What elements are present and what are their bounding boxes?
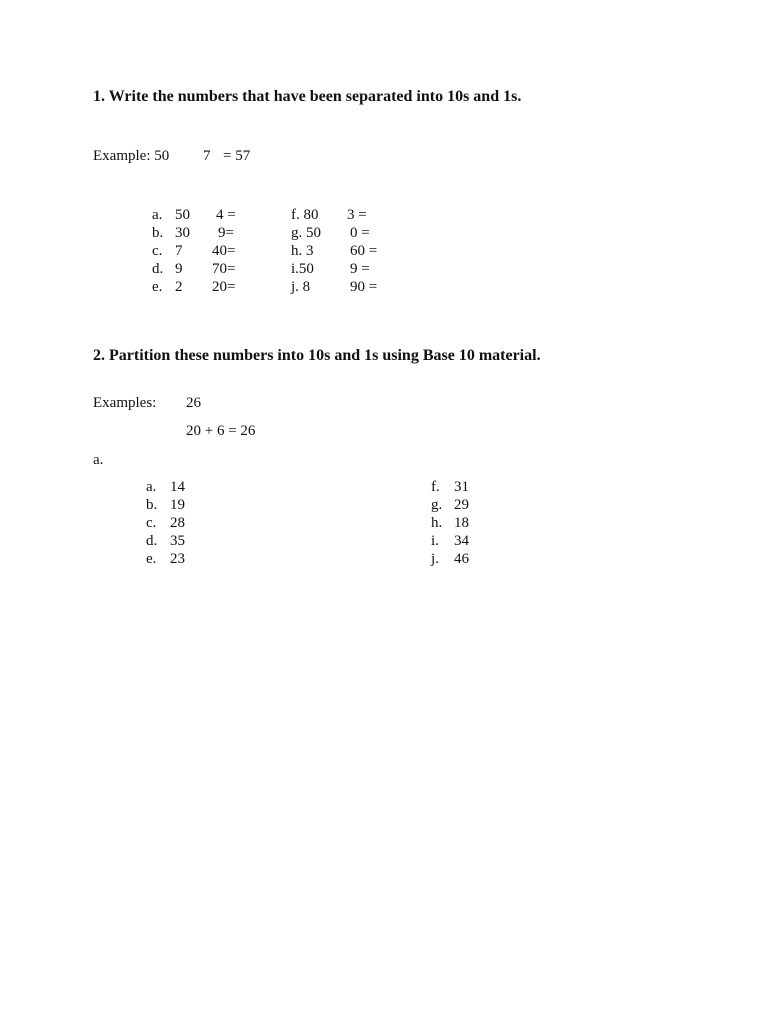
item-letter: e. bbox=[146, 551, 157, 567]
item-ones: 0 = bbox=[350, 225, 370, 241]
item-ones: 20= bbox=[212, 279, 236, 295]
item-ones: 90 = bbox=[350, 279, 378, 295]
item-letter: j. bbox=[431, 551, 439, 567]
item-ones: 70= bbox=[212, 261, 236, 277]
item-value: 28 bbox=[170, 515, 185, 531]
item-lead: g. 50 bbox=[291, 225, 321, 241]
item-lead: h. 3 bbox=[291, 243, 314, 259]
q1-example-ones: 7 bbox=[203, 148, 211, 164]
item-letter: a. bbox=[146, 479, 157, 495]
item-lead: i.50 bbox=[291, 261, 314, 277]
item-letter: a. bbox=[152, 207, 163, 223]
item-ones: 40= bbox=[212, 243, 236, 259]
item-ones: 4 = bbox=[216, 207, 236, 223]
item-value: 31 bbox=[454, 479, 469, 495]
question-2-title: 2. Partition these numbers into 10s and 1s using Base 10 material. bbox=[93, 347, 541, 364]
item-lead: f. 80 bbox=[291, 207, 319, 223]
item-tens: 9 bbox=[175, 261, 183, 277]
q2-example-equation: 20 + 6 = 26 bbox=[186, 423, 256, 439]
item-tens: 50 bbox=[175, 207, 190, 223]
item-tens: 30 bbox=[175, 225, 190, 241]
item-value: 23 bbox=[170, 551, 185, 567]
q2-examples-label: Examples: bbox=[93, 395, 157, 411]
item-value: 14 bbox=[170, 479, 185, 495]
item-ones: 9= bbox=[218, 225, 234, 241]
item-ones: 60 = bbox=[350, 243, 378, 259]
item-letter: i. bbox=[431, 533, 439, 549]
item-letter: b. bbox=[152, 225, 164, 241]
item-letter: d. bbox=[146, 533, 158, 549]
item-value: 19 bbox=[170, 497, 185, 513]
item-value: 29 bbox=[454, 497, 469, 513]
item-ones: 9 = bbox=[350, 261, 370, 277]
item-letter: g. bbox=[431, 497, 443, 513]
item-ones: 3 = bbox=[347, 207, 367, 223]
q2-example-number: 26 bbox=[186, 395, 201, 411]
item-value: 35 bbox=[170, 533, 185, 549]
item-lead: j. 8 bbox=[291, 279, 311, 295]
item-value: 46 bbox=[454, 551, 469, 567]
item-letter: h. bbox=[431, 515, 443, 531]
q1-example-label: Example: 50 bbox=[93, 148, 170, 164]
item-letter: d. bbox=[152, 261, 164, 277]
q1-example-result: = 57 bbox=[223, 148, 251, 164]
item-tens: 2 bbox=[175, 279, 183, 295]
item-value: 34 bbox=[454, 533, 469, 549]
item-letter: c. bbox=[152, 243, 163, 259]
item-letter: c. bbox=[146, 515, 157, 531]
item-letter: f. bbox=[431, 479, 440, 495]
question-1-title: 1. Write the numbers that have been separated into 10s and 1s. bbox=[93, 88, 522, 105]
item-letter: e. bbox=[152, 279, 163, 295]
item-tens: 7 bbox=[175, 243, 183, 259]
q2-stray-letter: a. bbox=[93, 452, 104, 468]
item-letter: b. bbox=[146, 497, 158, 513]
item-value: 18 bbox=[454, 515, 469, 531]
